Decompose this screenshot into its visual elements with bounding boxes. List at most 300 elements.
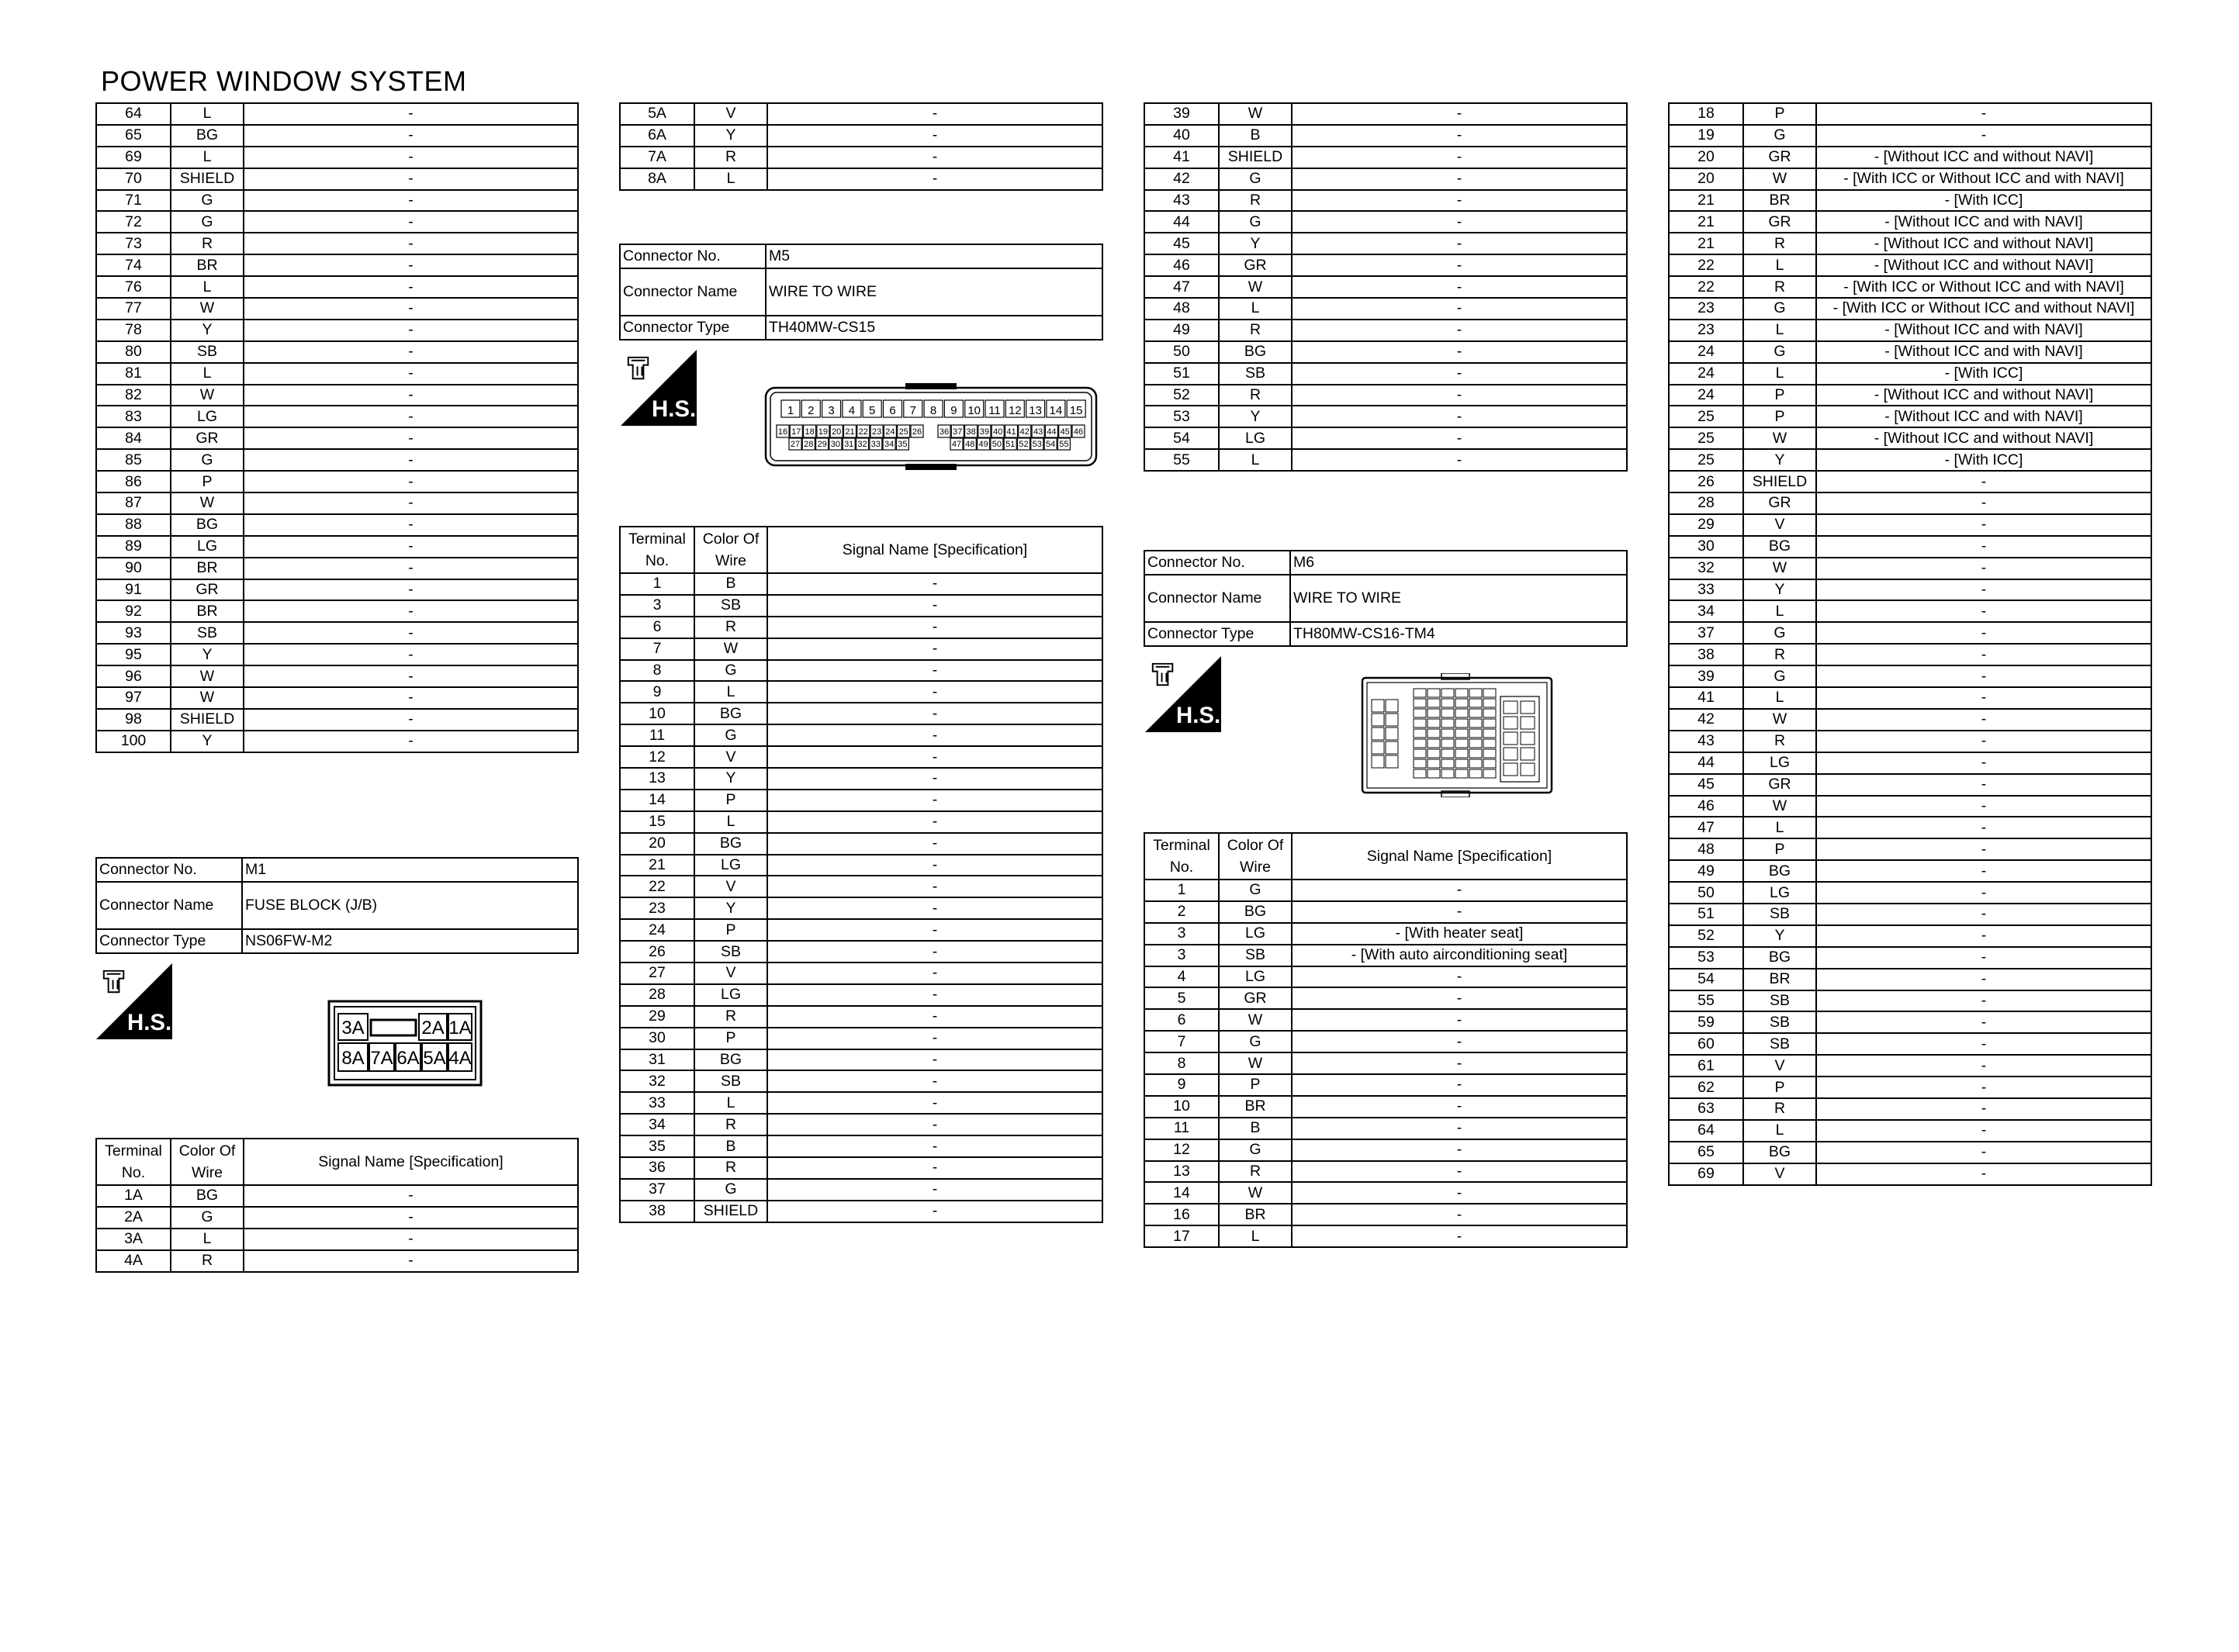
m5-pin-label: 33 <box>870 440 881 449</box>
table-row <box>1669 449 2151 471</box>
signal-name-cell: - <box>767 1135 1102 1157</box>
terminal-no-cell: 21 <box>1669 211 1743 233</box>
table-row <box>1669 817 2151 838</box>
connector-type-value: TH40MW-CS15 <box>766 316 1102 340</box>
signal-name-cell: - <box>244 600 578 622</box>
signal-name-cell: - <box>244 687 578 709</box>
wire-color-cell: BG <box>1219 901 1292 923</box>
m1-pin-label: 5A <box>423 1048 446 1069</box>
wire-color-cell: R <box>694 147 767 168</box>
wire-color-cell: Y <box>1219 406 1292 427</box>
signal-name-cell: - <box>1292 363 1627 385</box>
signal-name-cell: - <box>1816 1077 2151 1098</box>
signal-name-cell: - <box>767 876 1102 897</box>
terminal-table-col1 <box>95 102 579 753</box>
terminal-no-cell: 51 <box>1144 363 1219 385</box>
table-row <box>1669 1033 2151 1055</box>
signal-name-cell: - <box>244 622 578 644</box>
signal-name-cell: - <box>767 703 1102 724</box>
table-row <box>1144 1161 1627 1183</box>
table-row <box>1144 1118 1627 1139</box>
signal-name-cell: - <box>1292 1074 1627 1096</box>
signal-name-cell: - <box>1292 254 1627 276</box>
terminal-no-cell: 85 <box>96 449 171 471</box>
m5-pin-label: 51 <box>1005 440 1016 449</box>
table-row <box>96 709 578 731</box>
wire-color-cell: LG <box>694 855 767 876</box>
m1-pin-label: 7A <box>370 1048 393 1069</box>
wire-color-cell: R <box>1219 190 1292 212</box>
signal-name-cell: - <box>1292 1096 1627 1118</box>
m6-pin-cavity <box>1386 728 1398 740</box>
terminal-no-cell: 9 <box>620 681 694 703</box>
table-row <box>1669 1055 2151 1077</box>
signal-name-cell: - <box>1292 449 1627 471</box>
signal-name-cell: - <box>767 1092 1102 1114</box>
signal-name-cell: - <box>1292 1204 1627 1225</box>
terminal-no-cell: 89 <box>96 536 171 558</box>
terminal-no-cell: 26 <box>620 941 694 963</box>
table-row <box>1669 1077 2151 1098</box>
wire-color-cell: R <box>1743 233 1816 254</box>
table-row <box>96 1250 578 1272</box>
terminal-no-cell: 8 <box>1144 1052 1219 1074</box>
signal-name-cell: - [Without ICC and without NAVI] <box>1816 385 2151 406</box>
terminal-no-cell: 96 <box>96 665 171 687</box>
terminal-no-cell: 93 <box>96 622 171 644</box>
wire-color-cell: R <box>1743 731 1816 752</box>
wire-color-cell: W <box>694 638 767 660</box>
terminal-no-cell: 91 <box>96 579 171 601</box>
terminal-no-cell: 27 <box>620 963 694 984</box>
signal-name-cell: - <box>1292 211 1627 233</box>
terminal-no-cell: 23 <box>620 897 694 919</box>
terminal-no-cell: 62 <box>1669 1077 1743 1098</box>
terminal-no-cell: 87 <box>96 492 171 514</box>
wire-color-cell: V <box>1743 1163 1816 1185</box>
terminal-no-cell: 3A <box>96 1229 171 1250</box>
signal-name-cell: - <box>244 320 578 341</box>
wire-color-cell: P <box>694 919 767 941</box>
table-row <box>96 125 578 147</box>
m6-pin-cavity <box>1386 741 1398 754</box>
m5-pin-label: 43 <box>1033 427 1043 437</box>
wire-color-cell: G <box>171 190 244 212</box>
table-row <box>1144 341 1627 363</box>
terminal-no-cell: 33 <box>1669 579 1743 601</box>
m6-pin-cavity <box>1483 689 1496 697</box>
terminal-no-cell: 23 <box>1669 320 1743 341</box>
wire-color-cell: Y <box>171 320 244 341</box>
m5-pin-label: 25 <box>898 427 908 437</box>
table-row <box>1669 752 2151 774</box>
terminal-no-cell: 17 <box>1144 1225 1219 1247</box>
table-row <box>620 984 1102 1006</box>
wire-color-cell: G <box>1743 665 1816 687</box>
wire-color-cell: P <box>1743 385 1816 406</box>
m6-cavity-frame <box>1500 696 1539 782</box>
m6-pin-cavity <box>1414 699 1426 707</box>
table-row <box>1669 558 2151 579</box>
terminal-no-cell: 34 <box>1669 600 1743 622</box>
hs-label: H.S. <box>127 1010 172 1036</box>
m6-pin-cavity <box>1521 732 1535 745</box>
signal-name-cell: - <box>767 125 1102 147</box>
terminal-no-cell: 49 <box>1144 320 1219 341</box>
signal-name-cell: - <box>767 1179 1102 1201</box>
table-row <box>1144 147 1627 168</box>
signal-name-cell: - <box>244 254 578 276</box>
signal-name-cell: - <box>244 233 578 254</box>
table-row <box>1669 687 2151 709</box>
terminal-no-cell: 7 <box>620 638 694 660</box>
terminal-no-cell: 51 <box>1669 904 1743 925</box>
header-signal-name: Signal Name [Specification] <box>244 1139 578 1185</box>
table-row <box>1144 254 1627 276</box>
signal-name-cell: - <box>1816 882 2151 904</box>
m6-pin-cavity <box>1441 729 1454 738</box>
table-row <box>620 1006 1102 1028</box>
terminal-no-cell: 32 <box>1669 558 1743 579</box>
connector-housing-inner <box>1367 683 1547 788</box>
terminal-no-cell: 46 <box>1669 796 1743 817</box>
table-row <box>96 1207 578 1229</box>
connector-key <box>905 464 957 470</box>
terminal-no-cell: 24 <box>1669 363 1743 385</box>
m6-pin-cavity <box>1483 719 1496 728</box>
terminal-no-cell: 86 <box>96 471 171 492</box>
signal-name-cell: - <box>244 449 578 471</box>
m6-pin-cavity <box>1386 755 1398 768</box>
wire-color-cell: V <box>694 963 767 984</box>
signal-name-cell: - <box>1292 406 1627 427</box>
table-row <box>96 644 578 665</box>
signal-name-cell: - <box>244 427 578 449</box>
terminal-no-cell: 22 <box>1669 254 1743 276</box>
terminal-no-cell: 36 <box>620 1157 694 1179</box>
table-row <box>1144 966 1627 988</box>
wire-color-cell: G <box>171 449 244 471</box>
terminal-no-cell: 60 <box>1669 1033 1743 1055</box>
table-row <box>1669 1098 2151 1120</box>
terminal-no-cell: 82 <box>96 385 171 406</box>
table-row <box>1669 796 2151 817</box>
table-row <box>96 254 578 276</box>
wire-color-cell: BR <box>1743 190 1816 212</box>
table-row <box>1144 1225 1627 1247</box>
m6-pin-cavity <box>1414 739 1426 748</box>
terminal-no-cell: 97 <box>96 687 171 709</box>
wire-color-cell: BG <box>694 833 767 855</box>
table-row <box>96 211 578 233</box>
m5-pin-label: 41 <box>1006 427 1016 437</box>
terminal-no-cell: 48 <box>1144 298 1219 320</box>
m6-pin-cavity <box>1372 700 1384 712</box>
terminal-no-cell: 46 <box>1144 254 1219 276</box>
table-row <box>1669 644 2151 665</box>
table-row <box>620 660 1102 682</box>
table-row <box>620 811 1102 833</box>
wire-color-cell: LG <box>1219 966 1292 988</box>
signal-name-cell: - <box>767 1114 1102 1135</box>
m6-pin-cavity <box>1504 717 1517 729</box>
wire-color-cell: L <box>694 1092 767 1114</box>
terminal-no-cell: 31 <box>620 1049 694 1071</box>
terminal-no-cell: 43 <box>1144 190 1219 212</box>
terminal-no-cell: 37 <box>1669 622 1743 644</box>
m5-pin-label: 15 <box>1069 404 1083 417</box>
terminal-no-cell: 35 <box>620 1135 694 1157</box>
table-row <box>96 406 578 427</box>
m6-pin-cavity <box>1455 739 1468 748</box>
m5-pin-label: 31 <box>844 440 854 449</box>
signal-name-cell: - <box>244 1207 578 1229</box>
m6-pin-cavity <box>1483 699 1496 707</box>
wire-color-cell: V <box>1743 514 1816 536</box>
m6-pin-cavity <box>1455 729 1468 738</box>
terminal-no-cell: 61 <box>1669 1055 1743 1077</box>
table-row <box>1144 923 1627 945</box>
terminal-no-cell: 6 <box>620 617 694 638</box>
terminal-table-col2-top <box>619 102 1103 191</box>
terminal-no-cell: 24 <box>620 919 694 941</box>
terminal-no-cell: 1 <box>1144 880 1219 901</box>
wire-color-cell: L <box>1743 254 1816 276</box>
hs-label: H.S. <box>652 396 697 423</box>
m6-pin-cavity <box>1427 699 1440 707</box>
signal-name-cell: - <box>244 168 578 190</box>
wire-color-cell: Y <box>1219 233 1292 254</box>
terminal-no-cell: 83 <box>96 406 171 427</box>
signal-name-cell: - <box>1816 860 2151 882</box>
table-row <box>1669 103 2151 125</box>
wire-color-cell: G <box>1743 622 1816 644</box>
signal-name-cell: - <box>1816 838 2151 860</box>
table-row <box>620 168 1102 190</box>
terminal-no-cell: 64 <box>96 103 171 125</box>
m6-pin-cavity <box>1441 749 1454 758</box>
wire-color-cell: GR <box>171 579 244 601</box>
terminal-no-cell: 11 <box>1144 1118 1219 1139</box>
wire-color-cell: R <box>694 1006 767 1028</box>
m6-pin-cavity <box>1483 729 1496 738</box>
m6-pin-cavity <box>1427 729 1440 738</box>
signal-name-cell: - <box>244 731 578 752</box>
signal-name-cell: - <box>1816 904 2151 925</box>
signal-name-cell: - <box>1816 731 2151 752</box>
table-row <box>1144 1096 1627 1118</box>
signal-name-cell: - [With ICC or Without ICC and with NAVI] <box>1816 168 2151 190</box>
terminal-no-cell: 21 <box>1669 190 1743 212</box>
table-row <box>96 385 578 406</box>
wire-color-cell: R <box>694 617 767 638</box>
terminal-no-cell: 78 <box>96 320 171 341</box>
m6-pin-cavity <box>1414 709 1426 717</box>
terminal-no-cell: 5 <box>1144 987 1219 1009</box>
m5-pin-label: 35 <box>898 440 908 449</box>
m6-pin-cavity <box>1427 749 1440 758</box>
signal-name-cell: - <box>1816 125 2151 147</box>
header-color-of-wire: Color Of Wire <box>171 1139 244 1185</box>
terminal-no-cell: 50 <box>1669 882 1743 904</box>
m6-pin-cavity <box>1441 769 1454 778</box>
connector-name-label: Connector Name <box>1144 575 1290 622</box>
table-row <box>1669 190 2151 212</box>
signal-name-cell: - <box>767 941 1102 963</box>
wire-color-cell: BG <box>171 1185 244 1207</box>
signal-name-cell: - <box>767 147 1102 168</box>
signal-name-cell: - <box>767 660 1102 682</box>
signal-name-cell: - [Without ICC and without NAVI] <box>1816 233 2151 254</box>
terminal-no-cell: 100 <box>96 731 171 752</box>
table-row <box>96 687 578 709</box>
wire-color-cell: Y <box>694 768 767 790</box>
m6-pin-cavity <box>1483 709 1496 717</box>
table-row <box>1144 233 1627 254</box>
terminal-no-cell: 48 <box>1669 838 1743 860</box>
table-row <box>1144 190 1627 212</box>
terminal-no-cell: 30 <box>1669 536 1743 558</box>
table-row <box>1144 1052 1627 1074</box>
m5-pin-label: 10 <box>967 404 981 417</box>
terminal-no-cell: 65 <box>1669 1142 1743 1163</box>
wire-color-cell: W <box>1743 796 1816 817</box>
m6-pin-cavity <box>1504 763 1517 776</box>
terminal-no-cell: 14 <box>620 790 694 811</box>
wire-color-cell: W <box>171 298 244 320</box>
wire-color-cell: L <box>171 363 244 385</box>
wire-color-cell: L <box>1219 449 1292 471</box>
wire-color-cell: SHIELD <box>1219 147 1292 168</box>
terminal-no-cell: 38 <box>1669 644 1743 665</box>
wire-color-cell: R <box>1219 385 1292 406</box>
wire-color-cell: BG <box>1743 860 1816 882</box>
table-row <box>620 1201 1102 1222</box>
m5-pin-label: 29 <box>817 440 827 449</box>
table-row <box>1669 254 2151 276</box>
wire-color-cell: Y <box>694 125 767 147</box>
table-row <box>1144 449 1627 471</box>
wire-color-cell: LG <box>171 536 244 558</box>
terminal-no-cell: 64 <box>1669 1120 1743 1142</box>
terminal-no-cell: 2A <box>96 1207 171 1229</box>
signal-name-cell: - <box>244 665 578 687</box>
wire-color-cell: LG <box>1219 427 1292 449</box>
m5-pin-label: 53 <box>1032 440 1042 449</box>
wire-color-cell: BR <box>1219 1096 1292 1118</box>
wire-color-cell: W <box>171 665 244 687</box>
m6-pin-cavity <box>1455 719 1468 728</box>
signal-name-cell: - <box>1816 471 2151 492</box>
wire-color-cell: BG <box>1743 1142 1816 1163</box>
m5-pin-label: 36 <box>939 427 950 437</box>
signal-name-cell: - [With ICC] <box>1816 363 2151 385</box>
terminal-no-cell: 1A <box>96 1185 171 1207</box>
table-row <box>1144 406 1627 427</box>
signal-name-cell: - <box>767 855 1102 876</box>
wire-color-cell: R <box>1219 1161 1292 1183</box>
m5-pin-label: 23 <box>871 427 882 437</box>
table-row <box>1669 1120 2151 1142</box>
m6-pin-cavity <box>1441 709 1454 717</box>
table-row <box>96 190 578 212</box>
m5-pin-label: 22 <box>858 427 868 437</box>
terminal-no-cell: 21 <box>620 855 694 876</box>
wire-color-cell: R <box>694 1114 767 1135</box>
wire-color-cell: R <box>694 1157 767 1179</box>
hs-label: H.S. <box>1176 703 1221 729</box>
wire-color-cell: Y <box>171 644 244 665</box>
m6-pin-cavity <box>1469 699 1482 707</box>
terminal-no-cell: 22 <box>620 876 694 897</box>
signal-name-cell: - <box>1816 1163 2151 1185</box>
terminal-no-cell: 63 <box>1669 1098 1743 1120</box>
wire-color-cell: GR <box>1743 211 1816 233</box>
wire-color-cell: G <box>171 1207 244 1229</box>
connector-info-m6 <box>1144 550 1628 647</box>
m6-pin-cavity <box>1483 739 1496 748</box>
table-row <box>1144 1139 1627 1161</box>
wire-color-cell: R <box>171 1250 244 1272</box>
table-row <box>1144 987 1627 1009</box>
terminal-no-cell: 25 <box>1669 406 1743 427</box>
table-row <box>96 622 578 644</box>
wire-color-cell: BG <box>694 703 767 724</box>
wire-color-cell: L <box>694 811 767 833</box>
connector-no-value: M6 <box>1290 551 1627 575</box>
terminal-no-cell: 22 <box>1669 276 1743 298</box>
table-row <box>1669 665 2151 687</box>
wire-color-cell: LG <box>694 984 767 1006</box>
table-row <box>96 579 578 601</box>
m6-pin-cavity <box>1469 729 1482 738</box>
m5-pin-label: 21 <box>845 427 855 437</box>
terminal-no-cell: 50 <box>1144 341 1219 363</box>
connector-info-m1 <box>95 857 579 954</box>
signal-name-cell: - <box>1816 947 2151 969</box>
signal-name-cell: - <box>1292 320 1627 341</box>
signal-name-cell: - <box>244 406 578 427</box>
table-row <box>96 427 578 449</box>
wire-color-cell: GR <box>1743 147 1816 168</box>
m5-pin-label: 4 <box>848 404 856 417</box>
table-row <box>1669 882 2151 904</box>
terminal-no-cell: 49 <box>1669 860 1743 882</box>
signal-name-cell: - <box>1816 990 2151 1012</box>
wire-color-cell: Y <box>694 897 767 919</box>
table-row <box>1669 233 2151 254</box>
terminal-no-cell: 4 <box>1144 966 1219 988</box>
m6-pin-cavity <box>1427 689 1440 697</box>
terminal-no-cell: 25 <box>1669 449 1743 471</box>
wire-color-cell: LG <box>1743 752 1816 774</box>
terminal-no-cell: 15 <box>620 811 694 833</box>
terminal-no-cell: 53 <box>1144 406 1219 427</box>
table-row <box>1144 168 1627 190</box>
connector-name-value: WIRE TO WIRE <box>1290 575 1627 622</box>
signal-name-cell: - <box>244 709 578 731</box>
table-row <box>1669 276 2151 298</box>
table-row <box>1144 385 1627 406</box>
m5-pin-label: 47 <box>951 440 962 449</box>
signal-name-cell: - <box>767 1157 1102 1179</box>
signal-name-cell: - <box>1816 817 2151 838</box>
connector-no-value: M5 <box>766 244 1102 268</box>
terminal-no-cell: 3 <box>620 595 694 617</box>
table-row <box>620 919 1102 941</box>
wire-color-cell: G <box>1219 1031 1292 1052</box>
m6-pin-cavity <box>1483 749 1496 758</box>
